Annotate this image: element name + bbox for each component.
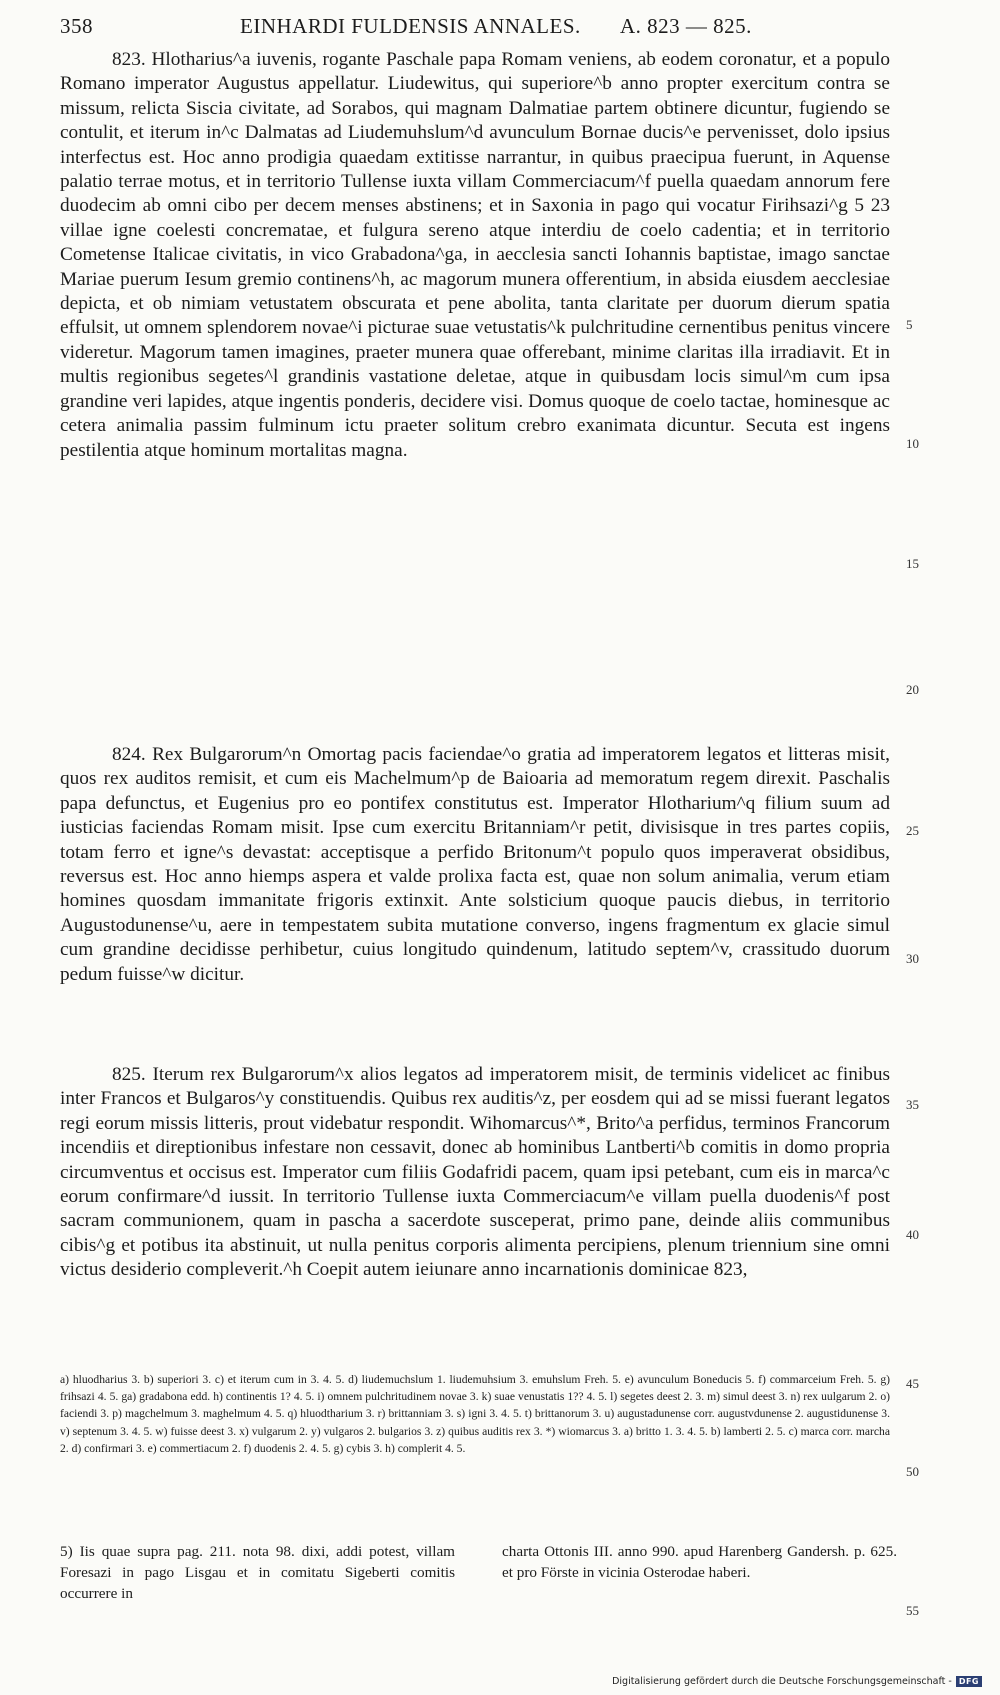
line-number: 5 (906, 317, 913, 332)
line-number: 35 (906, 1097, 919, 1112)
year-range: A. 823 — 825. (620, 14, 752, 38)
dfg-logo: DFG (956, 1676, 982, 1687)
line-number: 30 (906, 951, 919, 966)
entry-paragraph (60, 743, 890, 987)
line-number: 20 (906, 682, 919, 697)
entry-text: Hlotharius^a iuvenis, rogante Paschale papa Romam veniens, ab eodem coronatur, et a populo Romano imperator Augustus appellatur. Liudewitus, qui superiore^b anno propter exercitum contra se missum, relicta Siscia civitate, ad Sorabos, qui magnam Dalmatiae partem obtinere dicuntur, fugiendo se contulit, et iterum in^c Dalmatas ad Liudemuhslum^d avunculum Bornae ducis^e pervenisset, dolo ipsius interfectus est. Hoc anno prodigia quaedam extitisse narrantur, in quibus praecipua fuerunt, in Aquense palatio terrae motus, et in territorio Tullense iuxta villam Commerciacum^f puella quaedam annorum fere duodecim ab omni cibo per decem menses abstinens; et in Saxonia in pago qui vocatur Firihsazi^g 5 23 villae igne coelesti concrematae, et fulgura sereno atque interdiu de coelo cadentia; et in territorio Cometense Italicae civitatis, in vico Grabadona^ga, in aecclesia sancti Iohannis baptistae, imago sanctae Mariae puerum Iesum gremio continens^h, ac magorum munera offerentium, in absida eiusdem aecclesiae depicta, et ob nimiam vetustatem obscurata et pene abolita, tanta claritate per duorum dierum spatia effulsit, ut omnem splendorem novae^i picturae suae vetustatis^k pulchritudine cernentibus penitus vincere videretur. Magorum tamen imagines, praeter munera quae offerebant, minime claritas illa irradiavit. Et in multis regionibus segetes^l grandinis vastatione deletae, atque in quibusdam locis simul^m cum ipsa grandine veri lapides, atque ingentis ponderis, decidere visi. Domus quoque de coelo tactae, hominesque ac cetera animalia passim fulminum ictu praeter solitum crebro exanimata dicuntur. Secuta est ingens pestilentia atque hominum mortalitas magna. (60, 49, 890, 461)
line-number: 10 (906, 436, 919, 451)
editor-note-left: 5) Iis quae supra pag. 211. nota 98. dixi, addi potest, villam Foresazi in pago Lisgau et in comitatu Sigeberti comitis occurrere in (60, 1543, 455, 1602)
entry-text: Rex Bulgarorum^n Omortag pacis faciendae^o gratia ad imperatorem legatos et litteras misit, quos rex auditos remisit, et cum eis Machelmum^p de Baioaria ad memoratum regem direxit. Paschalis papa defunctus, et Eugenius pro eo pontifex constitutus est. Imperator Hlotharium^q filium suum ad iusticias faciendas Romam misit. Ipse cum exercitu Britanniam^r petit, divisisque in tres partes copiis, totam ferro et igne^s devastat: acceptisque a perfido Britonum^t populo quos imperaverat obsidibus, reversus est. Hoc anno hiemps aspera et valde prolixa facta est, quae non solum animalia, verum etiam homines quosdam immanitate frigoris extinxit. Ante solsticium quoque paucis diebus, in territorio Augustodunense^u, aere in tempestatem subita mutatione converso, ingens fragmentum ex glacie simul cum grandine decidisse perhibetur, cuius longitudo quindenum, latitudo septem^v, crassitudo duorum pedum fuisse^w dicitur. (60, 744, 890, 985)
line-number: 50 (906, 1464, 919, 1479)
entry-paragraph (60, 48, 890, 463)
entry-824 (60, 743, 890, 987)
digitization-credit (612, 1676, 982, 1687)
entry-text: Iterum rex Bulgarorum^x alios legatos ad imperatorem misit, de terminis videlicet ac finibus inter Francos et Bulgaros^y constituendis. Quibus rex auditis^z, per eosdem qui ad se missi fuerant legatos regi eorum missis litteris, prout videbatur respondit. Wihomarcus^*, Brito^a perfidus, terminos Francorum incendiis et direptionibus infestare non cessavit, donec ab hominibus Lantberti^b comitis in domo propria circumventus et occisus est. Imperator cum filiis Godafridi pacem, quam ipsi petebant, cum eis in marca^c eorum confirmare^d iussit. In territorio Tullense iuxta Commerciacum^e villam puella duodenis^f post sacram communionem, quam in pascha a sacerdote susceperat, primo pane, deinde aliis communibus cibis^g et potibus ita abstinuit, ut nulla penitus corporis alimenta percipiens, plenum triennium sine omni victus desiderio compleverit.^h Coepit autem ieiunare anno incarnationis dominicae 823, (60, 1064, 890, 1281)
entry-year: 825. (112, 1064, 146, 1085)
credit-text: Digitalisierung gefördert durch die Deutsche Forschungsgemeinschaft - (612, 1676, 952, 1687)
entry-paragraph (60, 1063, 890, 1283)
line-number: 55 (906, 1603, 919, 1618)
entry-year: 823. (112, 49, 146, 70)
editor-note-right: charta Ottonis III. anno 990. apud Harenberg Gandersh. p. 625. et pro Förste in vicinia Osterodae haberi. (502, 1543, 897, 1581)
line-number: 25 (906, 823, 919, 838)
line-number: 40 (906, 1227, 919, 1242)
page-header (60, 14, 890, 42)
entry-825 (60, 1063, 890, 1283)
running-title: EINHARDI FULDENSIS ANNALES. (240, 14, 581, 38)
entry-823 (60, 48, 890, 463)
entry-year: 824. (112, 744, 146, 765)
critical-apparatus: a) hluodharius 3. b) superiori 3. c) et iterum cum in 3. 4. 5. d) liudemuchslum 1. liudemuhsium 3. emuhslum Freh. 5. e) avunculum Boneducis 5. f) commarceium Freh. 5. g) frihsazi 4. 5. ga) gradabona edd. h) continentis 1? 4. 5. i) omnem pulchritudinem novae 3. k) suae venustatis 1?? 4. 5. l) segetes deest 2. 3. m) simul deest 3. n) rex uulgarum 2. o) faciendi 3. p) magchelmum 3. maghelmum 4. 5. q) hluodtharium 3. r) brittanniam 3. s) igni 3. 4. 5. t) brittanorum 3. u) augustadunense corr. augustvdunense 2. augustidunense 3. v) septenum 3. 4. 5. w) fuisse deest 3. x) vulgarum 2. y) vulgaros 2. bulgarios 3. z) quibus auditis rex 3. *) wiomarcus 3. a) britto 1. 3. 4. 5. b) lamberti 2. 5. c) marca corr. marcha 2. d) confirmari 3. e) commertiacum 2. f) duodenis 2. 4. 5. g) cybis 3. h) complerit 4. 5. (60, 1373, 890, 1455)
line-number: 45 (906, 1376, 919, 1391)
line-number: 15 (906, 556, 919, 571)
page-number: 358 (60, 14, 93, 38)
